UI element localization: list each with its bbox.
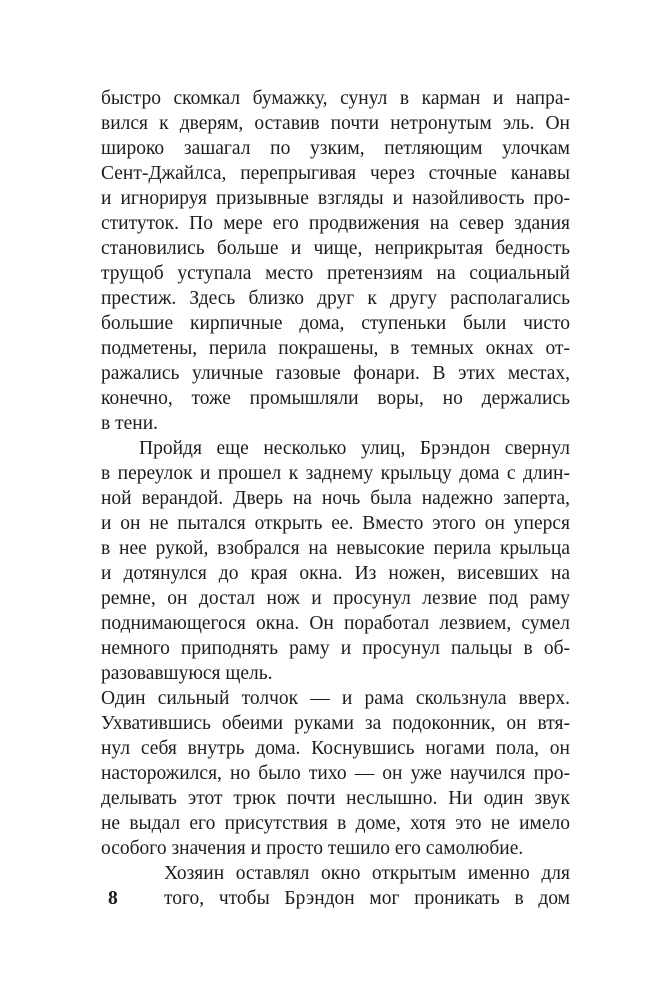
text-block [101, 86, 570, 911]
text-line: вился к дверям, оставив почти нетронутым эль. Он [101, 113, 570, 134]
text-line: ной верандой. Дверь на ночь была надежно заперта, [101, 488, 570, 509]
text-line: немного приподнять раму и просунул пальцы в об- [101, 638, 570, 659]
text-line: не выдал его присутствия в доме, хотя это не имело [101, 813, 570, 834]
text-line: становились больше и чище, неприкрытая бедность [101, 238, 570, 259]
text-line: и он не пытался открыть ее. Вместо этого он уперся [101, 513, 570, 534]
text-line: ражались уличные газовые фонари. В этих местах, [101, 363, 570, 384]
text-line: трущоб уступала место претензиям на социальный [101, 263, 570, 284]
text-line: и дотянулся до края окна. Из ножен, висевших на [101, 563, 570, 584]
text-line: Ухватившись обеими руками за подоконник, он втя- [101, 713, 570, 734]
page-number: 8 [108, 888, 118, 909]
text-line: подметены, перила покрашены, в темных окнах от- [101, 338, 570, 359]
text-line: Хозяин оставлял окно открытым именно для [164, 863, 570, 884]
text-line: в переулок и прошел к заднему крыльцу дома с длин- [101, 463, 570, 484]
text-line: большие кирпичные дома, ступеньки были чисто [101, 313, 570, 334]
text-line: особого значения и просто тешило его самолюбие. [101, 838, 524, 859]
text-line: ституток. По мере его продвижения на север здания [101, 213, 570, 234]
text-line: престиж. Здесь близко друг к другу располагались [101, 288, 570, 309]
text-line: Один сильный толчок — и рама скользнула вверх. [101, 688, 570, 709]
text-line: делывать этот трюк почти неслышно. Ни один звук [101, 788, 570, 809]
text-line: быстро скомкал бумажку, сунул в карман и напра- [101, 88, 570, 109]
text-line: Пройдя еще несколько улиц, Брэндон свернул [139, 438, 570, 459]
text-line: поднимающегося окна. Он поработал лезвием, сумел [101, 613, 570, 634]
text-line: Сент-Джайлса, перепрыгивая через сточные канавы [101, 163, 570, 184]
text-line: и игнорируя призывные взгляды и назойливость про- [101, 188, 570, 209]
text-line: ремне, он достал нож и просунул лезвие под раму [101, 588, 570, 609]
text-line: насторожился, но было тихо — он уже научился про- [101, 763, 570, 784]
text-line: разовавшуюся щель. [101, 663, 273, 684]
text-line: в нее рукой, взобрался на невысокие перила крыльца [101, 538, 570, 559]
text-line: в тени. [101, 413, 159, 434]
text-line: того, чтобы Брэндон мог проникать в дом [164, 888, 570, 909]
text-line: нул себя внутрь дома. Коснувшись ногами пола, он [101, 738, 570, 759]
text-line: конечно, тоже промышляли воры, но держались [101, 388, 570, 409]
text-line: широко зашагал по узким, петляющим улочкам [101, 138, 570, 159]
